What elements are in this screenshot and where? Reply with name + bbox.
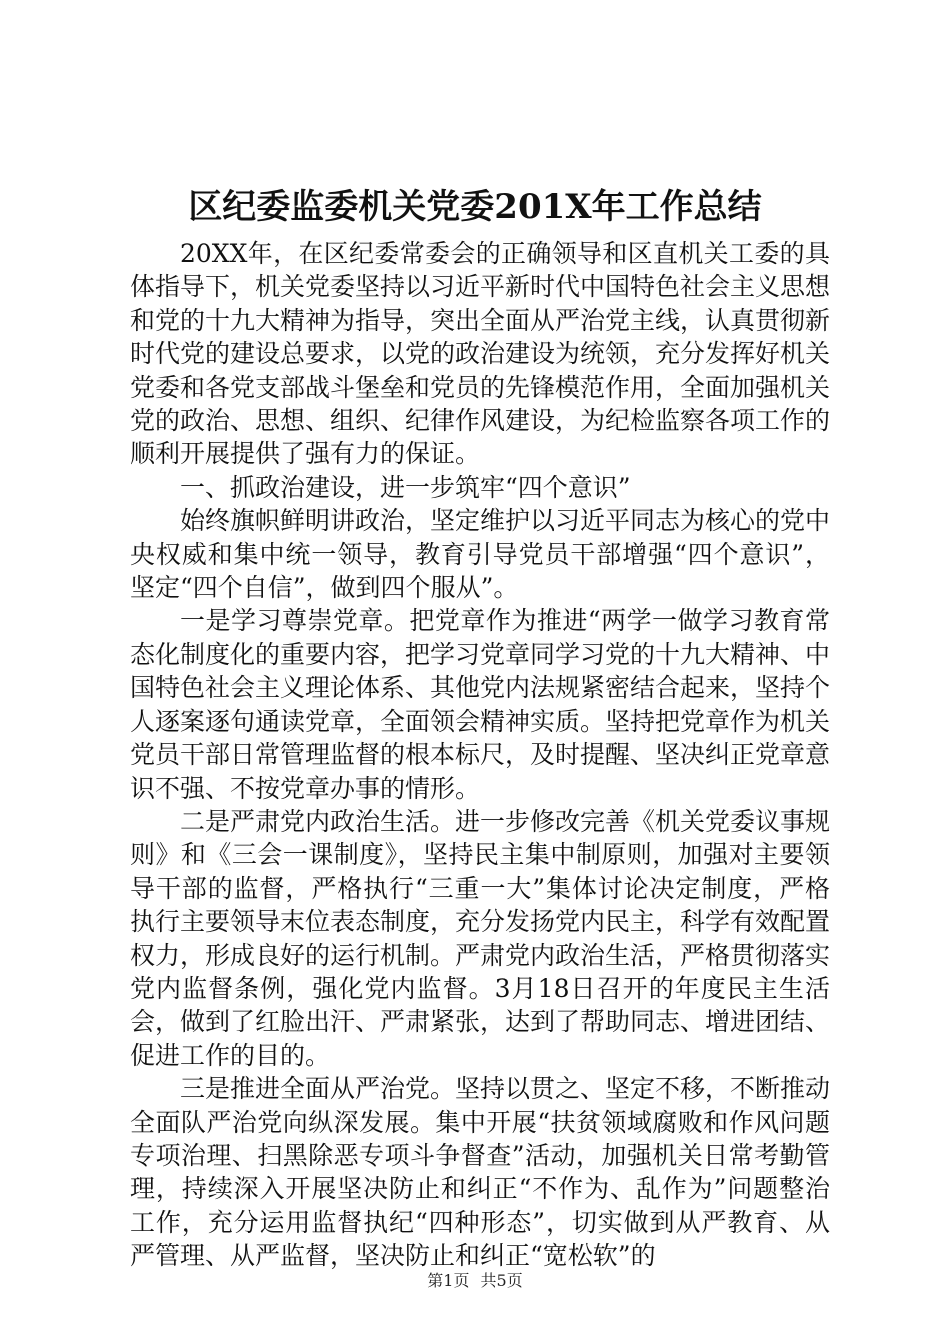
paragraph-political: 始终旗帜鲜明讲政治，坚定维护以习近平同志为核心的党中央权威和集中统一领导，教育引导党员干部增强“四个意识”，坚定“四个自信”，做到四个服从”。 [130,506,831,603]
page-number-total: 共5页 [480,1271,523,1290]
paragraph-intro: 20XX年，在区纪委常委会的正确领导和区直机关工委的具体指导下，机关党委坚持以习近平新时代中国特色社会主义思想和党的十九大精神为指导，突出全面从严治党主线，认真贯彻新时代党的建设总要求，以党的政治建设为统领，充分发挥好机关党委和各党支部战斗堡垒和党员的先锋模范作用，全面加强机关党的政治、思想、组织、纪律作风建设，为纪检监察各项工作的顺利开展提供了强有力的保证。 [130,239,831,469]
document-body [130,237,830,1273]
paragraph-political-life: 二是严肃党内政治生活。进一步修改完善《机关党委议事规则》和《三会一课制度》，坚持民主集中制原则，加强对主要领导干部的监督，严格执行“三重一大”集体讨论决定制度，严格执行主要领导末位表态制度，充分发扬党内民主，科学有效配置权力，形成良好的运行机制。严肃党内政治生活，严格贯彻落实党内监督条例，强化党内监督。3月18日召开的年度民主生活会，做到了红脸出汗、严肃紧张，达到了帮助同志、增进团结、促进工作的目的。 [130,806,831,1070]
page-number-current: 第1页 [427,1271,470,1290]
section-heading-political: 一、抓政治建设，进一步筑牢“四个意识” [180,472,631,502]
paragraph-party-charter: 一是学习尊崇党章。把党章作为推进“两学一做学习教育常态化制度化的重要内容，把学习党章同学习党的十九大精神、中国特色社会主义理论体系、其他党内法规紧密结合起来，坚持个人逐案逐句通读党章，全面领会精神实质。坚持把党章作为机关党员干部日常管理监督的根本标尺，及时提醒、坚决纠正党章意识不强、不按党章办事的情形。 [130,606,831,803]
paragraph-strict-governance: 三是推进全面从严治党。坚持以贯之、坚定不移，不断推动全面队严治党向纵深发展。集中开展“扶贫领域腐败和作风问题专项治理、扫黑除恶专项斗争督查”活动，加强机关日常考勤管理，持续深入开展坚决防止和纠正“不作为、乱作为”问题整治工作，充分运用监督执纪“四种形态”，切实做到从严教育、从严管理、从严监督，坚决防止和纠正“宽松软”的 [130,1074,831,1271]
page-footer [0,1271,950,1291]
document-title: 区纪委监委机关党委201X年工作总结 [188,187,762,227]
